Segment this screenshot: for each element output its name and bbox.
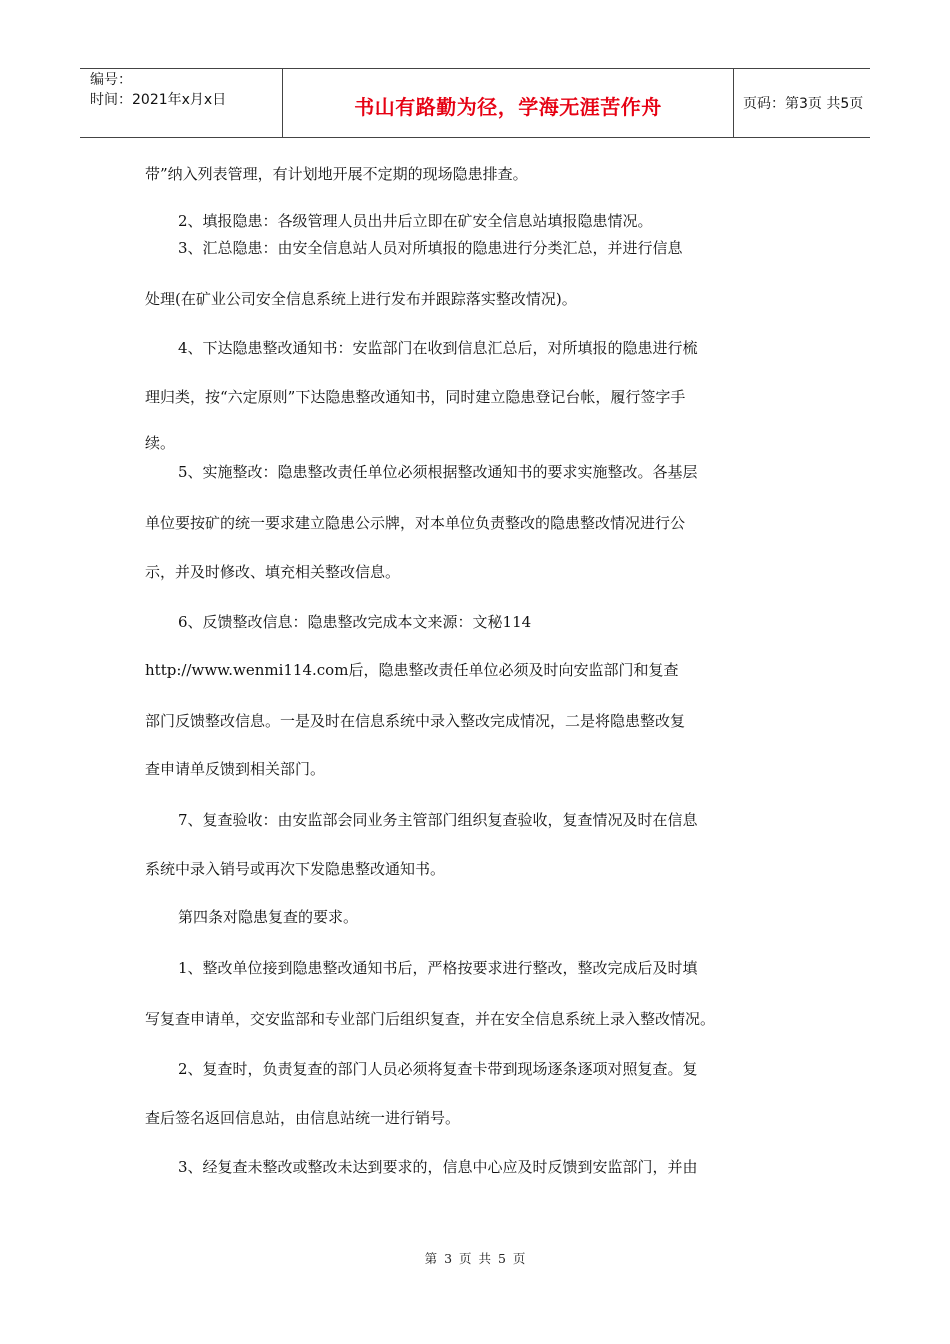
header-motto-cell	[283, 69, 734, 137]
body-line: 续。	[145, 434, 176, 452]
body-line: 6、反馈整改信息：隐患整改完成本文来源：文秘114	[178, 613, 532, 631]
body-line: 带”纳入列表管理，有计划地开展不定期的现场隐患排查。	[145, 165, 528, 183]
body-line: 单位要按矿的统一要求建立隐患公示牌，对本单位负责整改的隐患整改情况进行公	[145, 514, 686, 532]
body-line: 3、汇总隐患：由安全信息站人员对所填报的隐患进行分类汇总，并进行信息	[178, 239, 683, 257]
body-line: 处理(在矿业公司安全信息系统上进行发布并跟踪落实整改情况)。	[145, 290, 577, 308]
body-line: 1、整改单位接到隐患整改通知书后，严格按要求进行整改，整改完成后及时填	[178, 959, 698, 977]
header-meta-cell	[80, 69, 283, 137]
body-line: 写复查申请单，交安监部和专业部门后组织复查，并在安全信息系统上录入整改情况。	[145, 1010, 716, 1028]
page-header	[80, 68, 870, 138]
body-line: 3、经复查未整改或整改未达到要求的，信息中心应及时反馈到安监部门，并由	[178, 1158, 698, 1176]
body-line: 第四条对隐患复查的要求。	[178, 908, 359, 926]
body-line: 查后签名返回信息站，由信息站统一进行销号。	[145, 1109, 461, 1127]
header-page-cell	[734, 69, 870, 137]
header-motto: 书山有路勤为径，学海无涯苦作舟	[354, 95, 662, 119]
document-time-label: 时间：2021年x月x日	[90, 92, 227, 108]
document-number-label: 编号：	[90, 72, 132, 88]
header-page-info: 页码：第3页 共5页	[743, 96, 864, 112]
body-line: 查申请单反馈到相关部门。	[145, 760, 326, 778]
body-line: 2、填报隐患：各级管理人员出井后立即在矿安全信息站填报隐患情况。	[178, 212, 653, 230]
body-line: 部门反馈整改信息。一是及时在信息系统中录入整改完成情况，二是将隐患整改复	[145, 712, 686, 730]
body-line: 示，并及时修改、填充相关整改信息。	[145, 563, 401, 581]
body-line: 4、下达隐患整改通知书：安监部门在收到信息汇总后，对所填报的隐患进行梳	[178, 339, 698, 357]
body-line: 5、实施整改：隐患整改责任单位必须根据整改通知书的要求实施整改。各基层	[178, 463, 698, 481]
body-line: http://www.wenmi114.com后，隐患整改责任单位必须及时向安监部门和复查	[145, 661, 679, 679]
body-line: 2、复查时，负责复查的部门人员必须将复查卡带到现场逐条逐项对照复查。复	[178, 1060, 698, 1078]
body-line: 系统中录入销号或再次下发隐患整改通知书。	[145, 860, 446, 878]
body-line: 理归类，按“六定原则”下达隐患整改通知书，同时建立隐患登记台帐，履行签字手	[145, 388, 686, 406]
page-footer: 第 3 页 共 5 页	[424, 1251, 526, 1266]
body-line: 7、复查验收：由安监部会同业务主管部门组织复查验收，复查情况及时在信息	[178, 811, 698, 829]
